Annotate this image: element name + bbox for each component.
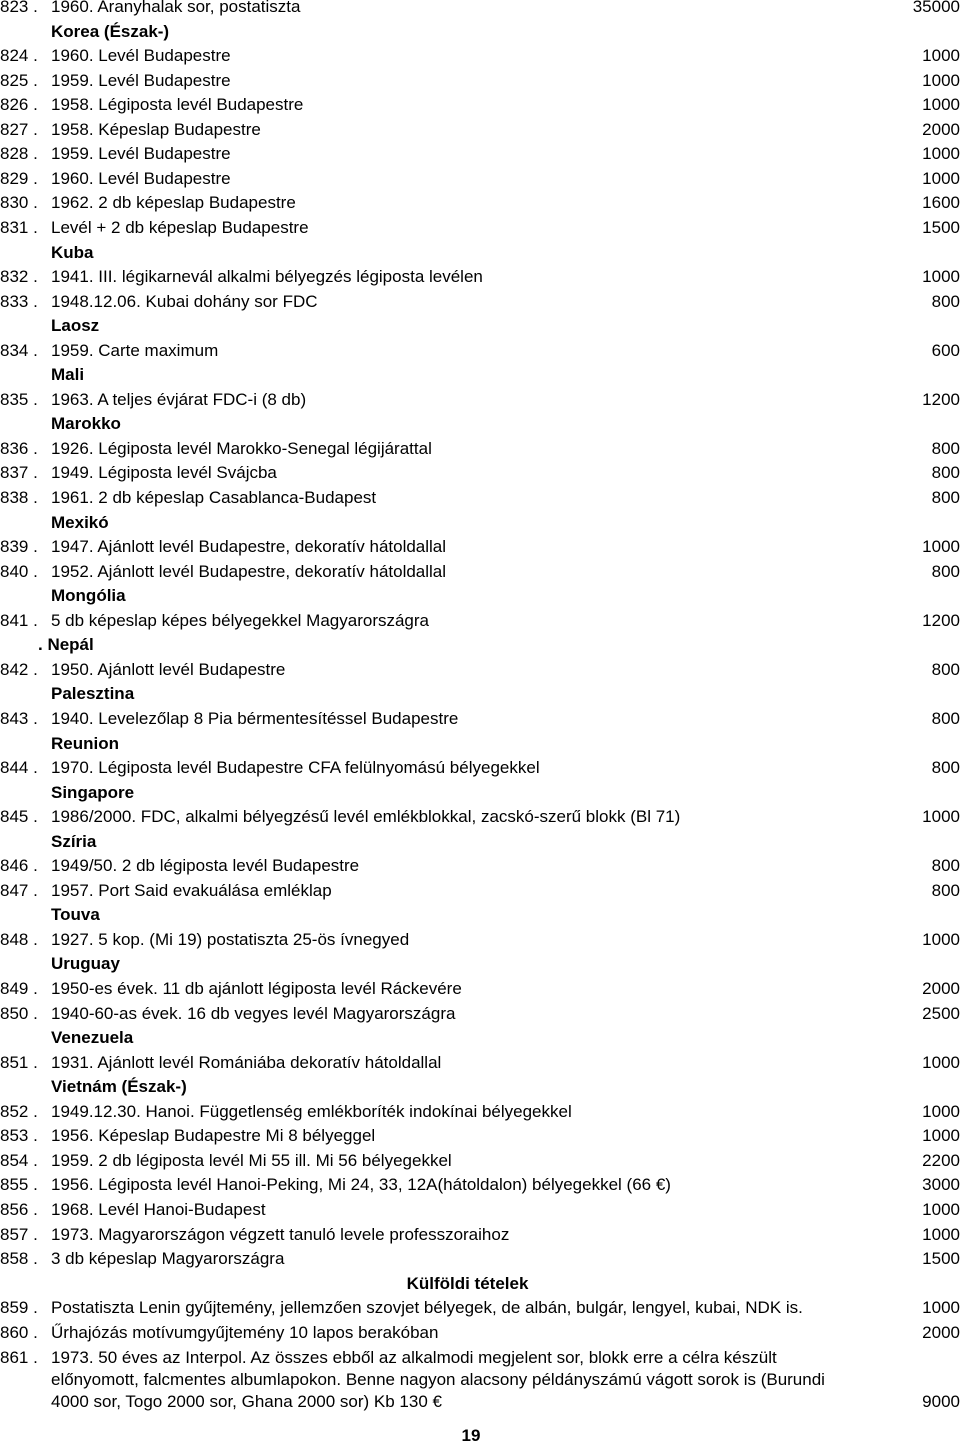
- lot-price: 800: [931, 758, 960, 778]
- lot-description: 1940. Levelezőlap 8 Pia bérmentesítéssel Budapestre: [51, 708, 459, 728]
- catalog-row: [0, 658, 960, 682]
- lot-number: 844 .: [0, 758, 38, 778]
- lot-price: 1000: [922, 537, 960, 557]
- lot-number: 823 .: [0, 0, 38, 16]
- lot-description: 1958. Képeslap Budapestre: [51, 119, 261, 139]
- lot-number: 838 .: [0, 488, 38, 507]
- catalog-row: [0, 1321, 960, 1345]
- country-heading-row: [0, 952, 960, 976]
- lot-description: 1949/50. 2 db légiposta levél Budapestre: [51, 856, 360, 876]
- catalog-row: [0, 388, 960, 412]
- lot-price: 2000: [922, 1322, 960, 1342]
- lot-price: 1000: [922, 70, 960, 90]
- country-heading-row: [0, 781, 960, 805]
- catalog-row: [0, 879, 960, 903]
- country-heading: Korea (Észak-): [51, 21, 170, 41]
- lot-price: 2000: [922, 119, 960, 139]
- catalog-row-multiline: [0, 1347, 960, 1413]
- lot-number: 860 .: [0, 1322, 38, 1342]
- country-heading-row: [0, 363, 960, 387]
- lot-price: 1200: [922, 389, 960, 409]
- catalog-row: [0, 1198, 960, 1222]
- country-heading-row: [0, 1075, 960, 1099]
- catalog-row: [0, 854, 960, 878]
- catalog-row: [0, 1223, 960, 1247]
- lot-number: 835 .: [0, 389, 38, 409]
- section-heading: Külföldi tételek: [406, 1273, 529, 1293]
- lot-description: 1960. Aranyhalak sor, postatiszta: [51, 0, 301, 16]
- country-heading-row: [0, 314, 960, 338]
- lot-number: 853 .: [0, 1126, 38, 1146]
- lot-price: 800: [931, 708, 960, 728]
- lot-price: 800: [931, 659, 960, 679]
- country-heading-row: [0, 830, 960, 854]
- lot-description: 1956. Légiposta levél Hanoi-Peking, Mi 24, 33, 12A(hátoldalon) bélyegekkel (66 €): [51, 1175, 671, 1195]
- lot-number: 826 .: [0, 95, 38, 115]
- lot-number: 859 .: [0, 1298, 38, 1318]
- country-heading: Reunion: [51, 733, 119, 753]
- catalog-row: [0, 486, 960, 510]
- lot-number: 828 .: [0, 144, 38, 164]
- country-heading: Laosz: [51, 316, 100, 336]
- catalog-row: [0, 142, 960, 166]
- lot-price: 1000: [922, 46, 960, 66]
- lot-price: 600: [931, 340, 960, 360]
- catalog-row: [0, 93, 960, 117]
- country-heading-row: [0, 732, 960, 756]
- lot-description: 1962. 2 db képeslap Budapestre: [51, 193, 296, 213]
- lot-number: 841 .: [0, 610, 38, 630]
- lot-number: 833 .: [0, 291, 38, 311]
- lot-price: 800: [931, 291, 960, 311]
- country-heading-row: [0, 584, 960, 608]
- lot-price: 1000: [922, 1052, 960, 1072]
- lot-price: 35000: [912, 0, 960, 16]
- lot-price: 800: [931, 463, 960, 483]
- lot-price: 2000: [922, 979, 960, 998]
- catalog-row: [0, 560, 960, 584]
- lot-number: 825 .: [0, 70, 38, 90]
- country-heading: Vietnám (Észak-): [51, 1077, 187, 1097]
- lot-price: 800: [931, 856, 960, 876]
- lot-description: 1959. Levél Budapestre: [51, 70, 231, 90]
- lot-description: 1973. 50 éves az Interpol. Az összes ebből az alkalmodi megjelent sor, blokk erre a célra készült előnyomott, falcmentes albumlapokon. Benne nagyon alacsony példányszámú vágott sorok is (Burundi 4000 sor, Togo 2000 sor, Ghana 2000 sor) Kb 130 €: [51, 1348, 825, 1412]
- lot-number: 855 .: [0, 1175, 38, 1195]
- country-heading: Marokko: [51, 414, 121, 434]
- lot-number: 858 .: [0, 1249, 38, 1269]
- lot-price: 800: [931, 438, 960, 458]
- lot-number: 837 .: [0, 463, 38, 483]
- lot-price: 1000: [922, 168, 960, 188]
- catalog-row: [0, 977, 960, 1001]
- catalog-row: [0, 216, 960, 240]
- lot-description: Űrhajózás motívumgyűjtemény 10 lapos berakóban: [51, 1322, 439, 1342]
- lot-description: 1959. Carte maximum: [51, 340, 219, 360]
- catalog-row: [0, 1051, 960, 1075]
- lot-number: 839 .: [0, 537, 38, 557]
- country-heading: Venezuela: [51, 1028, 134, 1048]
- lot-number: 831 .: [0, 217, 38, 237]
- lot-price: 1500: [922, 217, 960, 237]
- catalog-row: [0, 167, 960, 191]
- country-heading: Szíria: [51, 831, 97, 851]
- lot-number: 829 .: [0, 168, 38, 188]
- lot-description: 1961. 2 db képeslap Casablanca-Budapest: [51, 488, 377, 507]
- lot-price: 3000: [922, 1175, 960, 1195]
- catalog-row: [0, 290, 960, 314]
- lot-number: 845 .: [0, 807, 38, 827]
- lot-number: 850 .: [0, 1003, 38, 1023]
- lot-description: 1926. Légiposta levél Marokko-Senegal légijárattal: [51, 438, 432, 458]
- lot-description: 1949.12.30. Hanoi. Függetlenség emlékboríték indokínai bélyegekkel: [51, 1101, 572, 1121]
- lot-description: 1940-60-as évek. 16 db vegyes levél Magyarországra: [51, 1003, 456, 1023]
- lot-price: 800: [931, 880, 960, 900]
- catalog-row: [0, 1296, 960, 1320]
- country-heading: Mali: [51, 365, 85, 385]
- lot-number: 843 .: [0, 708, 38, 728]
- country-heading-row: [0, 903, 960, 927]
- catalog-row: [0, 1247, 960, 1271]
- lot-price: 800: [931, 488, 960, 507]
- catalog-row: [0, 461, 960, 485]
- lot-price: 2200: [922, 1150, 960, 1170]
- catalog-row: [0, 437, 960, 461]
- lot-number: 856 .: [0, 1199, 38, 1219]
- catalog-row: [0, 928, 960, 952]
- page-number: 19: [461, 1426, 481, 1445]
- lot-number: 824 .: [0, 46, 38, 66]
- lot-number: 830 .: [0, 193, 38, 213]
- catalog-row: [0, 609, 960, 633]
- lot-number: 861 .: [0, 1348, 38, 1368]
- catalog-row: [0, 191, 960, 215]
- lot-description: Levél + 2 db képeslap Budapestre: [51, 217, 309, 237]
- lot-description: 5 db képeslap képes bélyegekkel Magyarországra: [51, 610, 430, 630]
- lot-description: 1931. Ajánlott levél Romániába dekoratív hátoldallal: [51, 1052, 442, 1072]
- lot-description: 1959. Levél Budapestre: [51, 144, 231, 164]
- lot-description: Postatiszta Lenin gyűjtemény, jellemzően szovjet bélyegek, de albán, bulgár, lengyel, kubai, NDK is.: [51, 1298, 803, 1318]
- lot-price: 1000: [922, 1199, 960, 1219]
- country-heading: . Nepál: [38, 635, 94, 655]
- lot-number: 849 .: [0, 979, 38, 998]
- catalog-row: [0, 1173, 960, 1197]
- lot-description: 1950. Ajánlott levél Budapestre: [51, 659, 286, 679]
- country-heading-row: [0, 20, 960, 44]
- catalog-row: [0, 1002, 960, 1026]
- country-heading-row: [0, 241, 960, 265]
- lot-description: 1949. Légiposta levél Svájcba: [51, 463, 277, 483]
- lot-price: 1600: [922, 193, 960, 213]
- lot-description: 1947. Ajánlott levél Budapestre, dekoratív hátoldallal: [51, 537, 447, 557]
- lot-price: 1000: [922, 929, 960, 949]
- lot-number: 847 .: [0, 880, 38, 900]
- lot-price: 1000: [922, 1298, 960, 1318]
- lot-number: 851 .: [0, 1052, 38, 1072]
- catalog-row: [0, 44, 960, 68]
- catalog-row: [0, 118, 960, 142]
- country-heading-row: [0, 633, 960, 657]
- lot-description: 1957. Port Said evakuálása emléklap: [51, 880, 332, 900]
- country-heading-row: [0, 1026, 960, 1050]
- lot-description: 3 db képeslap Magyarországra: [51, 1249, 285, 1269]
- lot-description: 1948.12.06. Kubai dohány sor FDC: [51, 291, 318, 311]
- section-heading-row: [0, 1272, 960, 1296]
- lot-price: 1000: [922, 1126, 960, 1146]
- country-heading: Mongólia: [51, 586, 126, 606]
- lot-number: 827 .: [0, 119, 38, 139]
- lot-number: 852 .: [0, 1101, 38, 1121]
- catalog-row: [0, 265, 960, 289]
- lot-description: 1959. 2 db légiposta levél Mi 55 ill. Mi 56 bélyegekkel: [51, 1150, 452, 1170]
- lot-number: 836 .: [0, 438, 38, 458]
- country-heading-row: [0, 511, 960, 535]
- lot-number: 848 .: [0, 929, 38, 949]
- country-heading-row: [0, 682, 960, 706]
- country-heading: Kuba: [51, 242, 94, 262]
- lot-description: 1968. Levél Hanoi-Budapest: [51, 1199, 266, 1219]
- country-heading: Uruguay: [51, 954, 120, 974]
- lot-price: 800: [931, 561, 960, 581]
- lot-description: 1986/2000. FDC, alkalmi bélyegzésű levél emlékblokkal, zacskó-szerű blokk (Bl 71): [51, 807, 681, 827]
- lot-price: 1200: [922, 610, 960, 630]
- lot-description: 1941. III. légikarnevál alkalmi bélyegzés légiposta levélen: [51, 267, 483, 287]
- lot-number: 857 .: [0, 1224, 38, 1244]
- catalog-row: [0, 805, 960, 829]
- lot-number: 834 .: [0, 340, 38, 360]
- lot-number: 842 .: [0, 659, 38, 679]
- country-heading: Singapore: [51, 782, 135, 802]
- lot-price: 1000: [922, 144, 960, 164]
- lot-price: 1000: [922, 95, 960, 115]
- lot-description: 1952. Ajánlott levél Budapestre, dekoratív hátoldallal: [51, 561, 447, 581]
- lot-number: 832 .: [0, 267, 38, 287]
- lot-description: 1970. Légiposta levél Budapestre CFA felülnyomású bélyegekkel: [51, 758, 540, 778]
- catalog-row: [0, 756, 960, 780]
- lot-number: 846 .: [0, 856, 38, 876]
- catalog-row: [0, 1100, 960, 1124]
- catalog-row: [0, 535, 960, 559]
- lot-description: 1963. A teljes évjárat FDC-i (8 db): [51, 389, 307, 409]
- country-heading: Mexikó: [51, 512, 109, 532]
- catalog-row: [0, 339, 960, 363]
- lot-price: 1000: [922, 1224, 960, 1244]
- catalog-row: [0, 0, 960, 19]
- lot-description: 1960. Levél Budapestre: [51, 46, 231, 66]
- catalog-row: [0, 1124, 960, 1148]
- lot-description: 1956. Képeslap Budapestre Mi 8 bélyeggel: [51, 1126, 376, 1146]
- lot-price: 1500: [922, 1249, 960, 1269]
- lot-description: 1950-es évek. 11 db ajánlott légiposta levél Ráckevére: [51, 979, 462, 998]
- country-heading: Palesztina: [51, 684, 135, 704]
- lot-description: 1927. 5 kop. (Mi 19) postatiszta 25-ös ívnegyed: [51, 929, 410, 949]
- lot-price: 1000: [922, 807, 960, 827]
- lot-description: 1960. Levél Budapestre: [51, 168, 231, 188]
- catalog-row: [0, 707, 960, 731]
- catalog-row: [0, 1149, 960, 1173]
- lot-price: 1000: [922, 267, 960, 287]
- lot-price: 1000: [922, 1101, 960, 1121]
- lot-price: 9000: [922, 1392, 960, 1412]
- lot-description: 1958. Légiposta levél Budapestre: [51, 95, 304, 115]
- lot-number: 854 .: [0, 1150, 38, 1170]
- country-heading-row: [0, 412, 960, 436]
- catalog-row: [0, 69, 960, 93]
- lot-description: 1973. Magyarországon végzett tanuló levele professzoraihoz: [51, 1224, 510, 1244]
- lot-price: 2500: [922, 1003, 960, 1023]
- lot-number: 840 .: [0, 561, 38, 581]
- country-heading: Touva: [51, 905, 100, 925]
